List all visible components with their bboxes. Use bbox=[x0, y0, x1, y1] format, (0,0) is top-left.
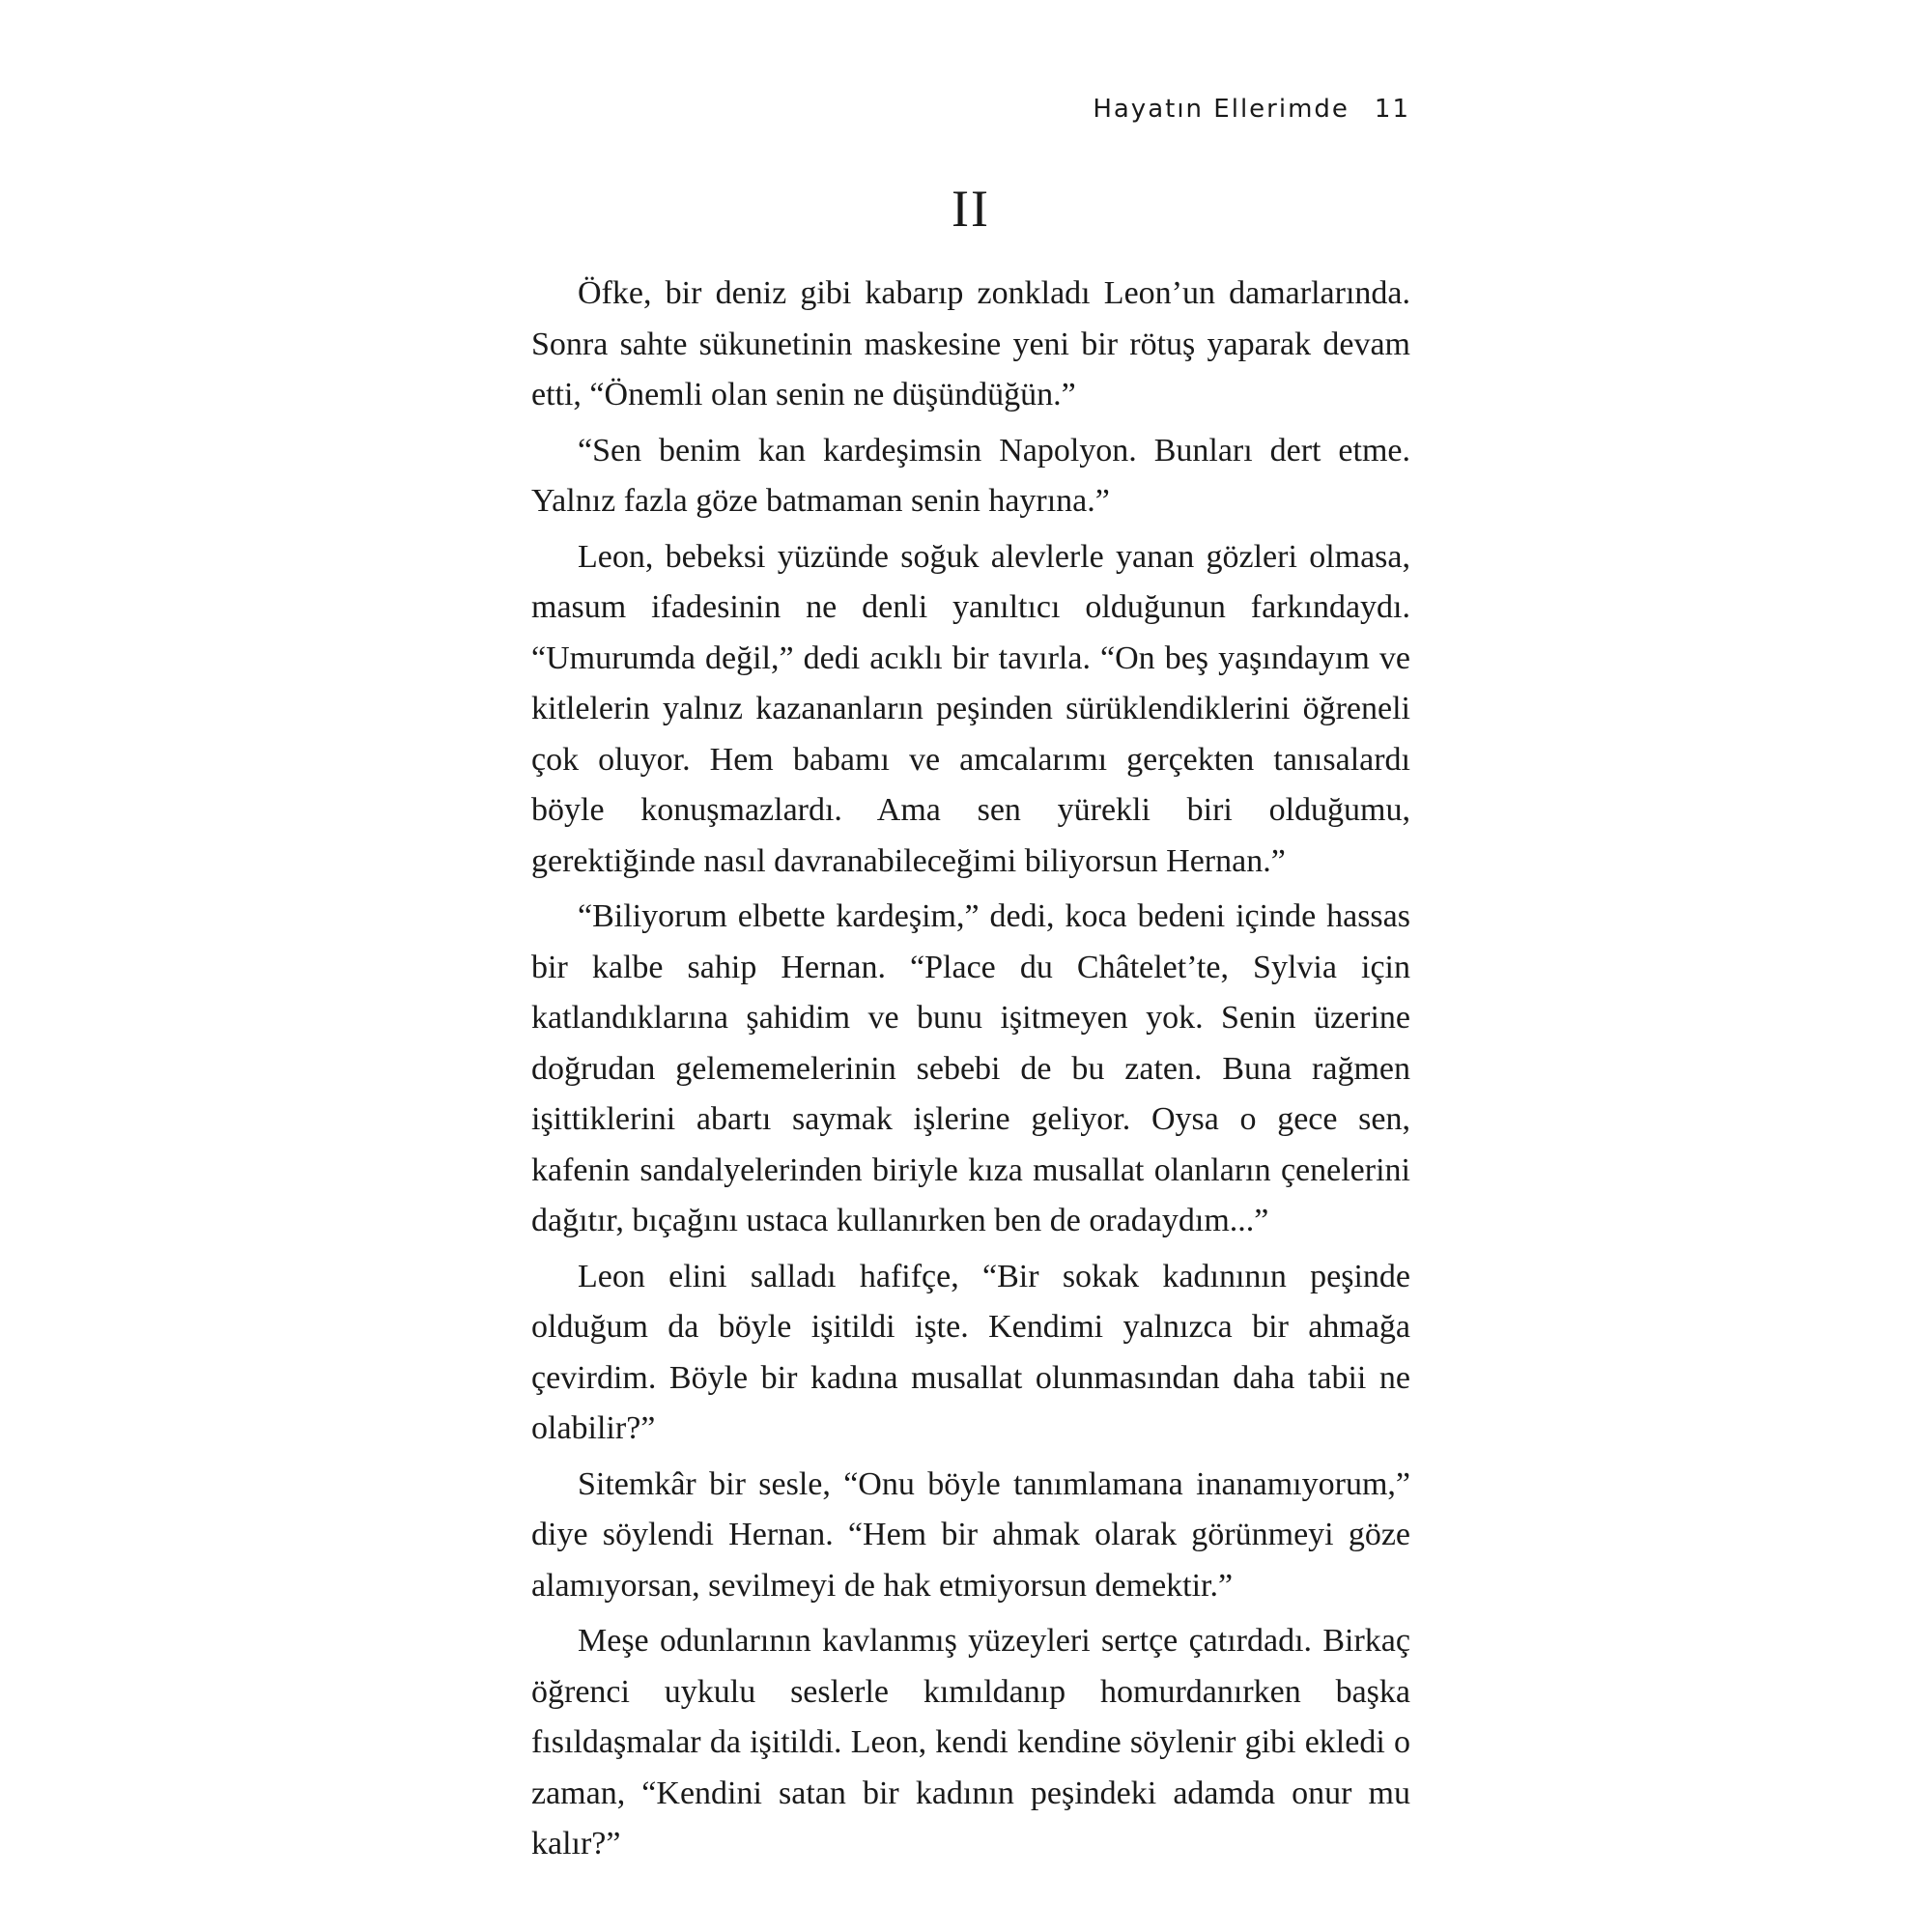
running-header bbox=[1093, 95, 1410, 124]
paragraph: Meşe odunlarının kavlanmış yüzeyleri sertçe çatırdadı. Birkaç öğrenci uykulu seslerle kımıldanıp homurdanırken başka fısıldaşmalar da işitildi. Leon, kendi kendine söylenir gibi ekledi o zaman, “Kendini satan bir kadının peşindeki adamda onur mu kalır?” bbox=[531, 1623, 1410, 1861]
paragraph: “Sen benim kan kardeşimsin Napolyon. Bunları dert etme. Yalnız fazla göze batmaman senin hayrına.” bbox=[531, 432, 1410, 519]
chapter-heading: II bbox=[952, 180, 990, 238]
page-number: 11 bbox=[1374, 95, 1410, 124]
paragraph: Öfke, bir deniz gibi kabarıp zonkladı Leon’un damarlarında. Sonra sahte sükunetinin maskesine yeni bir rötuş yaparak devam etti, “Önemli olan senin ne düşündüğün.” bbox=[531, 275, 1410, 412]
running-title: Hayatın Ellerimde bbox=[1093, 95, 1350, 124]
paragraph: Leon, bebeksi yüzünde soğuk alevlerle yanan gözleri olmasa, masum ifadesinin ne denli yanıltıcı olduğunun farkındaydı. “Umurumda değil,” dedi acıklı bir tavırla. “On beş yaşındayım ve kitlelerin yalnız kazananların peşinden sürüklendiklerini öğreneli çok oluyor. Hem babamı ve amcalarımı gerçekten tanısalardı böyle konuşmazlardı. Ama sen yürekli biri olduğumu, gerektiğinde nasıl davranabileceğimi biliyorsun Hernan.” bbox=[531, 538, 1410, 879]
body-text bbox=[531, 269, 1410, 1875]
paragraph: Sitemkâr bir sesle, “Onu böyle tanımlamana inanamıyorum,” diye söylendi Hernan. “Hem bir ahmak olarak görünmeyi göze alamıyorsan, sevilmeyi de hak etmiyorsun demektir.” bbox=[531, 1465, 1410, 1604]
paragraph: “Biliyorum elbette kardeşim,” dedi, koca bedeni içinde hassas bir kalbe sahip Hernan. “Place du Châtelet’te, Sylvia için katlandıklarına şahidim ve bunu işitmeyen yok. Senin üzerine doğrudan gelememelerinin sebebi de bu zaten. Buna rağmen işittiklerini abartı saymak işlerine geliyor. Oysa o gece sen, kafenin sandalyelerinden biriyle kıza musallat olanların çenelerini dağıtır, bıçağını ustaca kullanırken ben de oradaydım...” bbox=[531, 898, 1410, 1238]
paragraph: Leon elini salladı hafifçe, “Bir sokak kadınının peşinde olduğum da böyle işitildi işte. Kendimi yalnızca bir ahmağa çevirdim. Böyle bir kadına musallat olunmasından daha tabii ne olabilir?” bbox=[531, 1258, 1410, 1446]
